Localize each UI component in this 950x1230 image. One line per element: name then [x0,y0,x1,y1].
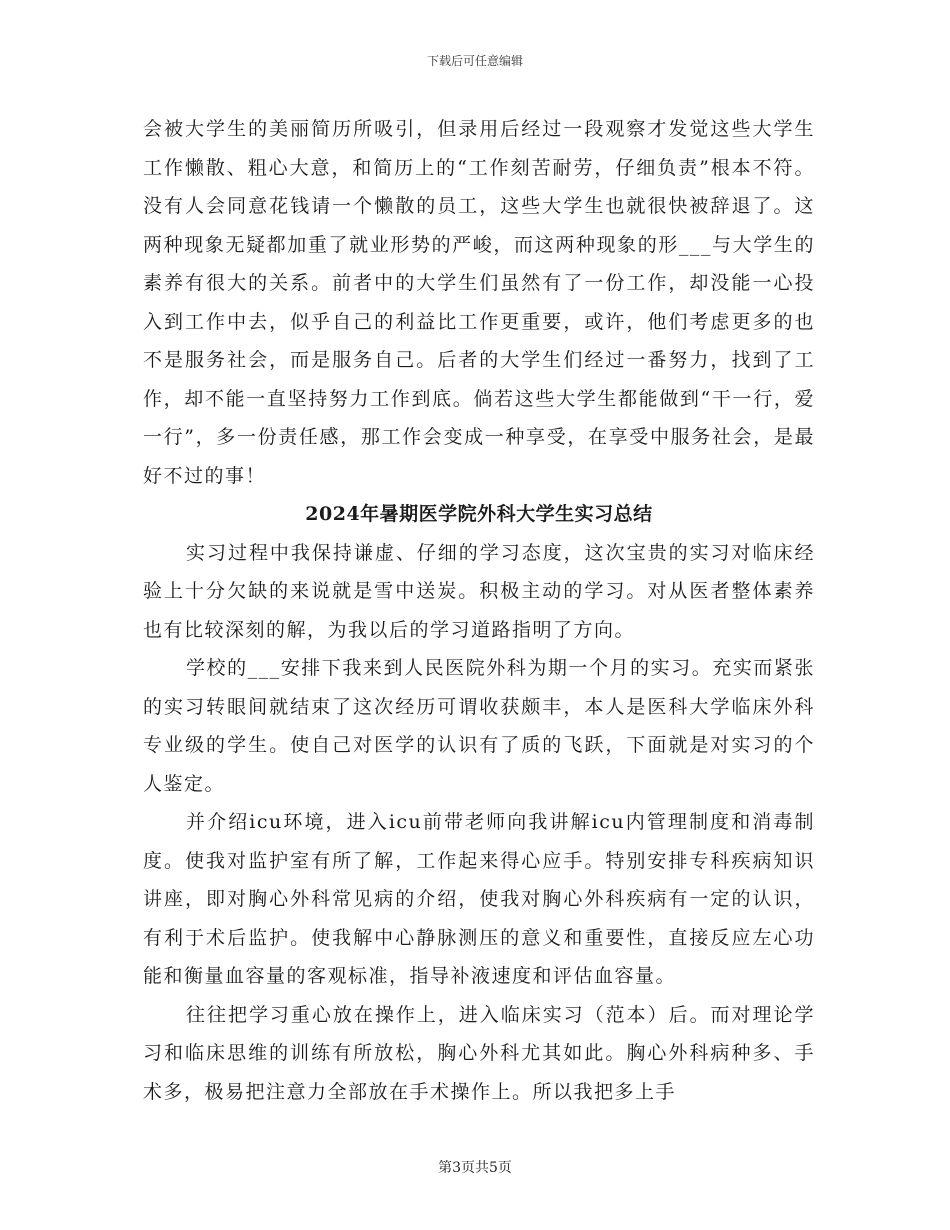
paragraph-arrangement: 学校的___安排下我来到人民医院外科为期一个月的实习。充实而紧张的实习转眼间就结束了这次经历可谓收获颇丰，本人是医科大学临床外科专业级的学生。使自己对医学的认识有了质的飞跃，下面就是对实习的个人鉴定。 [143,657,815,795]
page-number: 第3页共5页 [438,1160,512,1176]
document-title: 2024年暑期医学院外科大学生实习总结 [305,503,653,525]
paragraph-icu: 并介绍icu环境，进入icu前带老师向我讲解icu内管理制度和消毒制度。使我对监护室有所了解，工作起来得心应手。特别安排专科疾病知识讲座，即对胸心外科常见病的介绍，使我对胸心外科疾病有一定的认识，有利于术后监护。使我解中心静脉测压的意义和重要性，直接反应左心功能和衡量血容量的客观标准，指导补液速度和评估血容量。 [143,811,815,987]
paragraph-clinical: 往往把学习重心放在操作上，进入临床实习（范本）后。而对理论学习和临床思维的训练有所放松，胸心外科尤其如此。胸心外科病种多、手术多，极易把注意力全部放在手术操作上。所以我把多上手 [143,1003,815,1103]
paragraph-continuation: 会被大学生的美丽简历所吸引，但录用后经过一段观察才发觉这些大学生工作懒散、粗心大意，和简历上的“工作刻苦耐劳，仔细负责”根本不符。没有人会同意花钱请一个懒散的员工，这些大学生也就很快被辞退了。这两种现象无疑都加重了就业形势的严峻，而这两种现象的形___与大学生的素养有很大的关系。前者中的大学生们虽然有了一份工作，却没能一心投入到工作中去，似乎自己的利益比工作更重要，或许，他们考虑更多的也不是服务社会，而是服务自己。后者的大学生们经过一番努力，找到了工作，却不能一直坚持努力工作到底。倘若这些大学生都能做到“干一行，爱一行”，多一份责任感，那工作会变成一种享受，在享受中服务社会，是最好不过的事！ [143,118,815,487]
document-body [143,110,815,1111]
paragraph-intro: 实习过程中我保持谦虚、仔细的学习态度，这次宝贵的实习对临床经验上十分欠缺的来说就是雪中送炭。积极主动的学习。对从医者整体素养也有比较深刻的解，为我以后的学习道路指明了方向。 [143,541,815,641]
page-header: 下载后可任意编辑 [426,54,523,68]
